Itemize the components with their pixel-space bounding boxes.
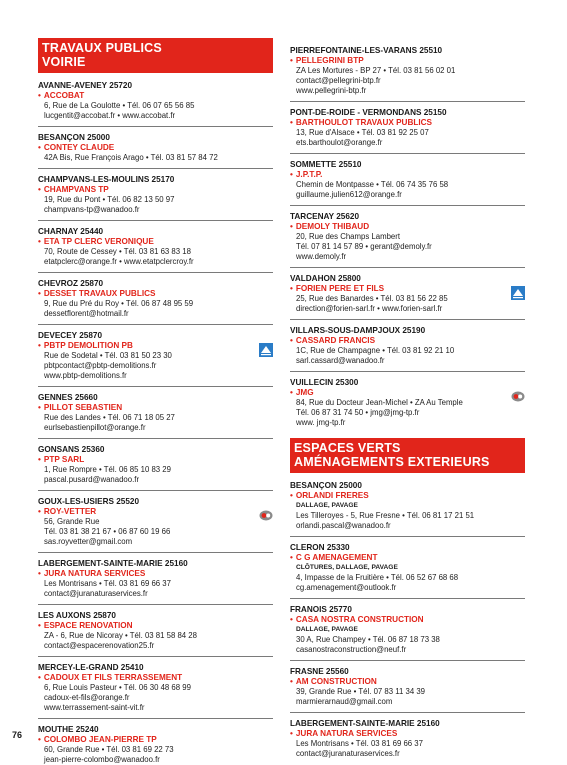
- company-contact-line: www.pbtp-demolitions.fr: [44, 371, 127, 380]
- company-contact-line: 42A Bis, Rue François Arago • Tél. 03 81 57 84 72: [44, 153, 218, 162]
- company-contact-line: sarl.cassard@wanadoo.fr: [296, 356, 385, 365]
- company-entry: [290, 553, 525, 593]
- company-name: • CASSARD FRANCIS: [290, 336, 525, 346]
- company-contact-line: guillaume.julien612@orange.fr: [296, 190, 402, 199]
- company-entry: [38, 621, 273, 651]
- city-heading: GOUX-LES-USIERS 25520: [38, 497, 140, 506]
- company-name: • CHAMPVANS TP: [38, 185, 273, 195]
- company-name: • DEMOLY THIBAUD: [290, 222, 525, 232]
- company-contact-line: 39, Grande Rue • Tél. 07 83 11 34 39: [296, 687, 426, 696]
- company-contact-line: eurlsebastienpillot@orange.fr: [44, 423, 146, 432]
- company-name: • C G AMENAGEMENT: [290, 553, 525, 563]
- company-name: • ROY-VETTER: [38, 507, 273, 517]
- company-contact-line: 60, Grande Rue • Tél. 03 81 69 22 73: [44, 745, 174, 754]
- entry-divider: [290, 536, 525, 537]
- company-name: • PELLEGRINI BTP: [290, 56, 525, 66]
- company-entry: [38, 455, 273, 485]
- company-entry: [38, 237, 273, 267]
- city-heading: MERCEY-LE-GRAND 25410: [38, 663, 144, 672]
- company-contact-line: pbtpcontact@pbtp-demolitions.fr: [44, 361, 157, 370]
- company-contact-line: jean-pierre-colombo@wanadoo.fr: [44, 755, 160, 764]
- company-entry: [38, 341, 273, 381]
- company-contact-line: 20, Rue des Champs Lambert: [296, 232, 401, 241]
- label-badge-icon: [511, 389, 525, 400]
- section-heading-espaces-verts: ESPACES VERTS AMÉNAGEMENTS EXTERIEURS: [290, 438, 525, 473]
- company-contact-line: orlandi.pascal@wanadoo.fr: [296, 521, 391, 530]
- entry-divider: [290, 712, 525, 713]
- entry-divider: [38, 718, 273, 719]
- company-entry: [290, 729, 525, 759]
- company-entry: [38, 91, 273, 121]
- company-entry: [290, 388, 525, 428]
- certification-badge-icon: [259, 343, 273, 357]
- company-entry: [38, 569, 273, 599]
- company-contact-line: Chemin de Montpasse • Tél. 06 74 35 76 58: [296, 180, 449, 189]
- company-entry: [38, 143, 273, 163]
- company-name: • ORLANDI FRERES: [290, 491, 525, 501]
- company-contact-line: champvans-tp@wanadoo.fr: [44, 205, 140, 214]
- company-contact-line: 9, Rue du Pré du Roy • Tél. 06 87 48 95 59: [44, 299, 194, 308]
- company-name: • ETA TP CLERC VERONIQUE: [38, 237, 273, 247]
- company-contact-line: Rue des Landes • Tél. 06 71 18 05 27: [44, 413, 175, 422]
- city-heading: FRANOIS 25770: [290, 605, 352, 614]
- entry-divider: [38, 272, 273, 273]
- company-contact-line: direction@forien-sarl.fr • www.forien-sarl.fr: [296, 304, 443, 313]
- entry-divider: [290, 153, 525, 154]
- company-contact-line: ets.barthoulot@orange.fr: [296, 138, 383, 147]
- company-contact-line: cadoux-et-fils@orange.fr: [44, 693, 130, 702]
- company-name: • AM CONSTRUCTION: [290, 677, 525, 687]
- entry-divider: [38, 552, 273, 553]
- company-contact-line: Tél. 03 81 38 21 67 • 06 87 60 19 66: [44, 527, 171, 536]
- company-name: • CONTEY CLAUDE: [38, 143, 273, 153]
- page-number: 76: [12, 730, 23, 740]
- entry-divider: [290, 267, 525, 268]
- company-entry: [290, 615, 525, 655]
- entry-divider: [38, 438, 273, 439]
- entry-divider: [38, 604, 273, 605]
- entry-divider: [290, 660, 525, 661]
- company-contact-line: ZA - 6, Rue de Nicoray • Tél. 03 81 58 84 28: [44, 631, 197, 640]
- city-heading: LES AUXONS 25870: [38, 611, 116, 620]
- entry-divider: [38, 490, 273, 491]
- company-entry: [38, 289, 273, 319]
- directory-list-left: [38, 81, 273, 765]
- company-contact-line: ZA Les Mortures - BP 27 • Tél. 03 81 56 02 01: [296, 66, 456, 75]
- company-contact-line: 4, Impasse de la Fruitière • Tél. 06 52 67 68 68: [296, 573, 459, 582]
- company-activity-tags: DALLAGE, PAVAGE: [296, 502, 358, 509]
- certification-badge-icon: [511, 286, 525, 300]
- company-contact-line: www.terrassement-saint-vit.fr: [44, 703, 145, 712]
- company-contact-line: 56, Grande Rue: [44, 517, 100, 526]
- entry-divider: [38, 656, 273, 657]
- company-activity-tags: DALLAGE, PAVAGE: [296, 626, 358, 633]
- entry-divider: [290, 101, 525, 102]
- city-heading: CHEVROZ 25870: [38, 279, 104, 288]
- company-entry: [290, 677, 525, 707]
- city-heading: SOMMETTE 25510: [290, 160, 362, 169]
- city-heading: VALDAHON 25800: [290, 274, 361, 283]
- city-heading: FRASNE 25560: [290, 667, 349, 676]
- company-contact-line: dessetflorent@hotmail.fr: [44, 309, 129, 318]
- company-contact-line: www.pellegrini-btp.fr: [296, 86, 367, 95]
- city-heading: CHARNAY 25440: [38, 227, 104, 236]
- company-contact-line: contact@pellegrini-btp.fr: [296, 76, 381, 85]
- company-contact-line: lucgentit@accobat.fr • www.accobat.fr: [44, 111, 176, 120]
- entry-divider: [38, 168, 273, 169]
- company-name: • FORIEN PERE ET FILS: [290, 284, 525, 294]
- company-contact-line: 84, Rue du Docteur Jean-Michel • ZA Au Temple: [296, 398, 463, 407]
- company-contact-line: 6, Rue de La Goulotte • Tél. 06 07 65 56 85: [44, 101, 195, 110]
- company-name: • J.P.T.P.: [290, 170, 525, 180]
- entry-divider: [38, 126, 273, 127]
- section-heading-travaux-publics: TRAVAUX PUBLICS VOIRIE: [38, 38, 273, 73]
- right-column: [290, 38, 525, 759]
- company-entry: [290, 284, 525, 314]
- directory-list-right-bottom: [290, 481, 525, 759]
- company-contact-line: Tél. 07 81 14 57 89 • gerant@demoly.fr: [296, 242, 432, 251]
- company-contact-line: marmierarnaud@gmail.com: [296, 697, 393, 706]
- company-entry: [290, 336, 525, 366]
- city-heading: VUILLECIN 25300: [290, 378, 359, 387]
- company-contact-line: 13, Rue d'Alsace • Tél. 03 81 92 25 07: [296, 128, 429, 137]
- company-name: • PBTP DEMOLITION PB: [38, 341, 273, 351]
- city-heading: GENNES 25660: [38, 393, 98, 402]
- city-heading: BESANÇON 25000: [290, 481, 362, 490]
- left-column: [38, 38, 273, 765]
- company-name: • BARTHOULOT TRAVAUX PUBLICS: [290, 118, 525, 128]
- company-contact-line: contact@espacerenovation25.fr: [44, 641, 155, 650]
- company-contact-line: Les Montrisans • Tél. 03 81 69 66 37: [296, 739, 423, 748]
- company-name: • JURA NATURA SERVICES: [290, 729, 525, 739]
- city-heading: AVANNE-AVENEY 25720: [38, 81, 133, 90]
- entry-divider: [290, 319, 525, 320]
- city-heading: CHAMPVANS-LES-MOULINS 25170: [38, 175, 175, 184]
- company-entry: [290, 118, 525, 148]
- company-entry: [38, 507, 273, 547]
- entry-divider: [290, 371, 525, 372]
- company-contact-line: 6, Rue Louis Pasteur • Tél. 06 30 48 68 99: [44, 683, 191, 692]
- company-name: • ACCOBAT: [38, 91, 273, 101]
- company-contact-line: pascal.pusard@wanadoo.fr: [44, 475, 140, 484]
- city-heading: VILLARS-SOUS-DAMPJOUX 25190: [290, 326, 426, 335]
- company-activity-tags: CLÔTURES, DALLAGE, PAVAGE: [296, 564, 398, 571]
- company-entry: [38, 403, 273, 433]
- company-name: • CADOUX ET FILS TERRASSEMENT: [38, 673, 273, 683]
- company-contact-line: 25, Rue des Banardes • Tél. 03 81 56 22 85: [296, 294, 448, 303]
- entry-divider: [38, 324, 273, 325]
- entry-divider: [38, 386, 273, 387]
- company-contact-line: cg.amenagement@outlook.fr: [296, 583, 397, 592]
- directory-list-right-top: [290, 46, 525, 428]
- company-entry: [290, 56, 525, 96]
- company-name: • PILLOT SEBASTIEN: [38, 403, 273, 413]
- company-contact-line: Tél. 06 87 31 74 50 • jmg@jmg-tp.fr: [296, 408, 420, 417]
- entry-divider: [290, 598, 525, 599]
- company-name: • PTP SARL: [38, 455, 273, 465]
- city-heading: TARCENAY 25620: [290, 212, 360, 221]
- company-contact-line: 30 A, Rue Champey • Tél. 06 87 18 73 38: [296, 635, 440, 644]
- company-entry: [290, 491, 525, 531]
- company-contact-line: 19, Rue du Pont • Tél. 06 82 13 50 97: [44, 195, 175, 204]
- company-name: • DESSET TRAVAUX PUBLICS: [38, 289, 273, 299]
- company-name: • COLOMBO JEAN-PIERRE TP: [38, 735, 273, 745]
- company-name: • ESPACE RENOVATION: [38, 621, 273, 631]
- company-contact-line: etatpclerc@orange.fr • www.etatpclercroy.fr: [44, 257, 194, 266]
- city-heading: MOUTHE 25240: [38, 725, 99, 734]
- city-heading: PIERREFONTAINE-LES-VARANS 25510: [290, 46, 443, 55]
- company-name: • JMG: [290, 388, 525, 398]
- company-contact-line: sas.royvetter@gmail.com: [44, 537, 133, 546]
- company-name: • CASA NOSTRA CONSTRUCTION: [290, 615, 525, 625]
- company-contact-line: 1C, Rue de Champagne • Tél. 03 81 92 21 10: [296, 346, 455, 355]
- company-contact-line: Rue de Sodetal • Tél. 03 81 50 23 30: [44, 351, 172, 360]
- city-heading: PONT-DE-ROIDE - VERMONDANS 25150: [290, 108, 447, 117]
- company-name: • JURA NATURA SERVICES: [38, 569, 273, 579]
- label-badge-icon: [259, 508, 273, 519]
- company-entry: [290, 222, 525, 262]
- company-entry: [38, 735, 273, 765]
- company-entry: [38, 185, 273, 215]
- entry-divider: [290, 205, 525, 206]
- company-contact-line: www. jmg-tp.fr: [296, 418, 346, 427]
- company-contact-line: www.demoly.fr: [296, 252, 347, 261]
- city-heading: DEVECEY 25870: [38, 331, 103, 340]
- company-contact-line: 1, Rue Rompre • Tél. 06 85 10 83 29: [44, 465, 171, 474]
- city-heading: BESANÇON 25000: [38, 133, 110, 142]
- city-heading: LABERGEMENT-SAINTE-MARIE 25160: [38, 559, 188, 568]
- company-contact-line: Les Tilleroyes - 5, Rue Fresne • Tél. 06 81 17 21 51: [296, 511, 475, 520]
- city-heading: GONSANS 25360: [38, 445, 105, 454]
- city-heading: CLERON 25330: [290, 543, 350, 552]
- company-contact-line: Les Montrisans • Tél. 03 81 69 66 37: [44, 579, 171, 588]
- company-entry: [38, 673, 273, 713]
- city-heading: LABERGEMENT-SAINTE-MARIE 25160: [290, 719, 440, 728]
- company-contact-line: contact@juranaturaservices.fr: [296, 749, 400, 758]
- company-contact-line: contact@juranaturaservices.fr: [44, 589, 148, 598]
- entry-divider: [38, 220, 273, 221]
- company-contact-line: 70, Route de Cessey • Tél. 03 81 63 83 18: [44, 247, 191, 256]
- company-entry: [290, 170, 525, 200]
- company-contact-line: casanostraconstruction@neuf.fr: [296, 645, 407, 654]
